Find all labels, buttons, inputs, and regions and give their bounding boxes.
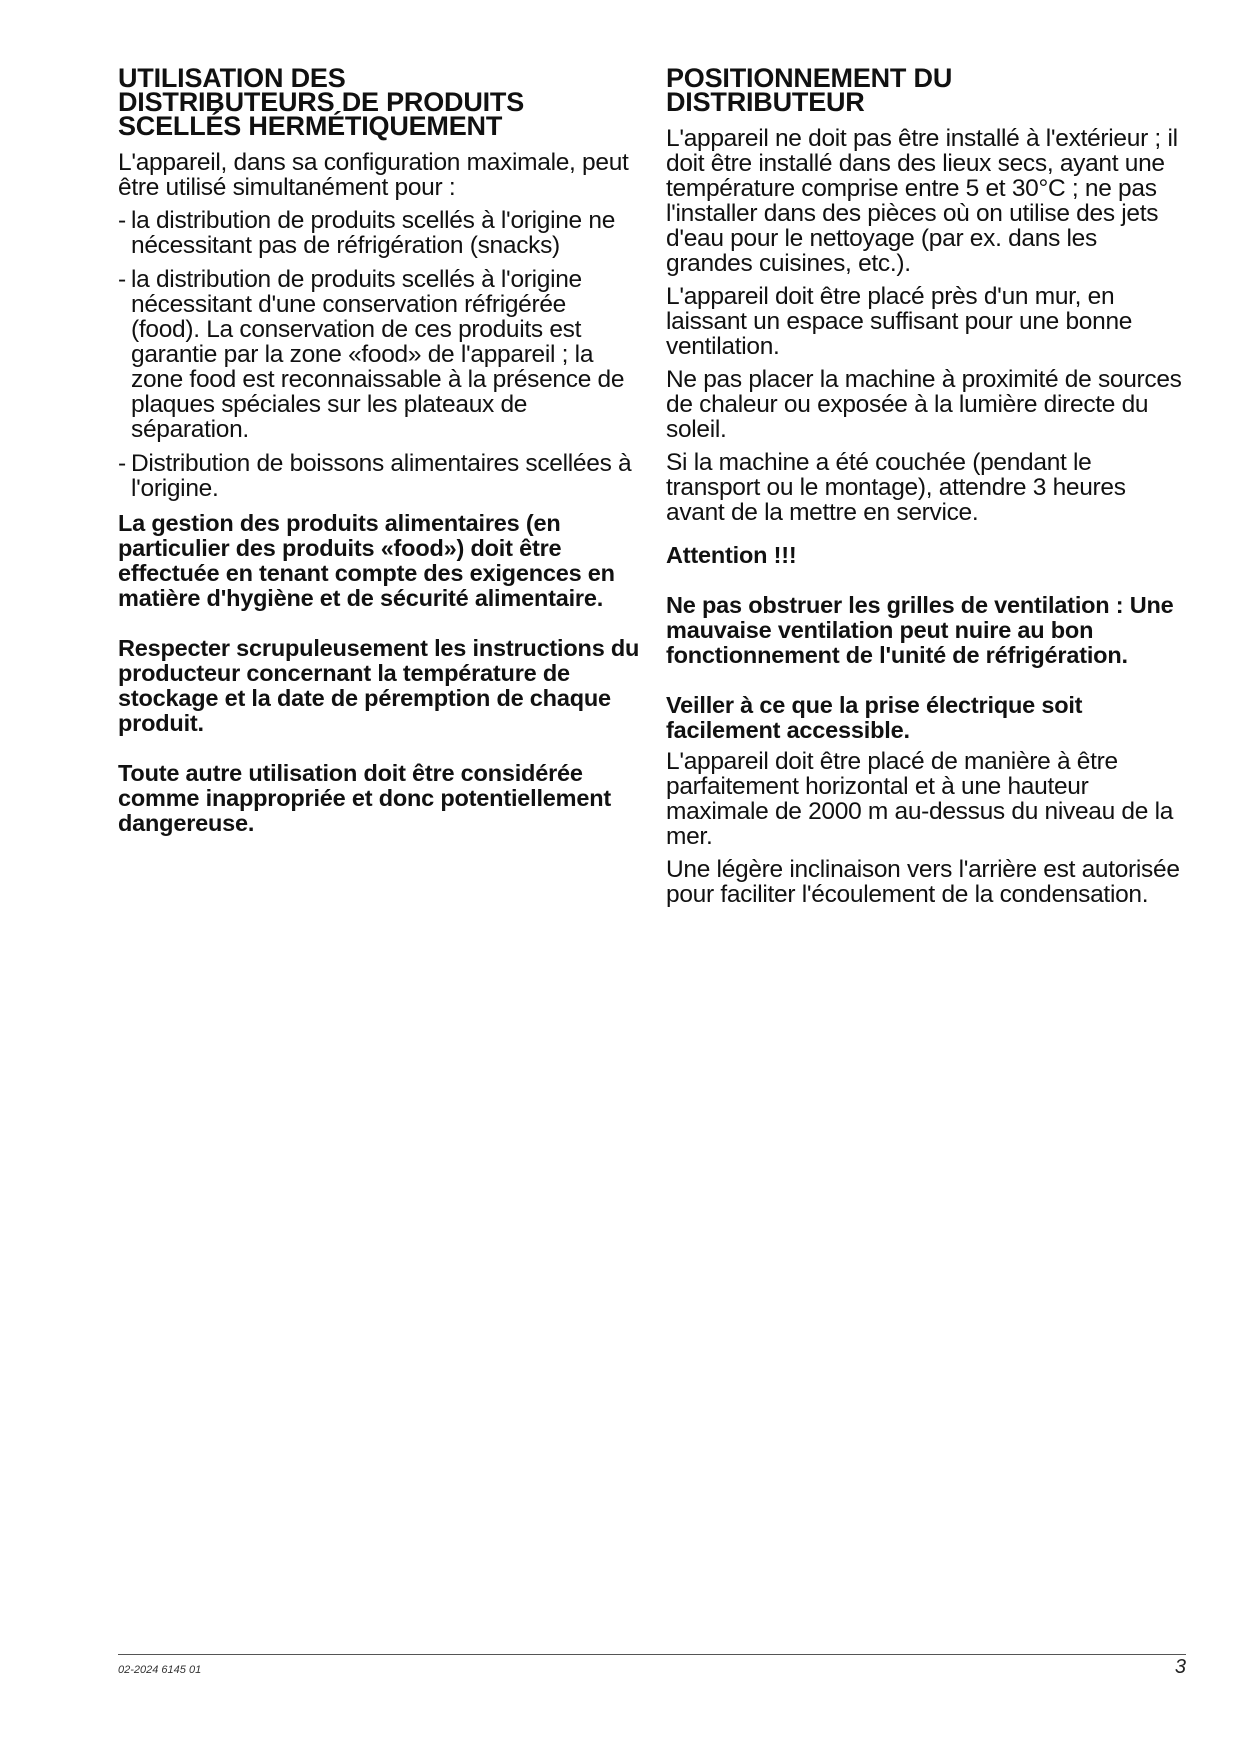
right-column [666, 63, 1186, 915]
body-paragraph: Une légère inclinaison vers l'arrière est autorisée pour faciliter l'écoulement de la condensation. [666, 856, 1180, 908]
document-code: 02-2024 6145 01 [118, 1664, 202, 1676]
storage-notice: Respecter scrupuleusement les instructions du producteur concernant la température de stockage et la date de péremption de chaque produit. [118, 635, 640, 736]
body-paragraph: Ne pas placer la machine à proximité de sources de chaleur ou exposée à la lumière directe du soleil. [666, 366, 1182, 443]
left-column [118, 63, 640, 861]
list-item [118, 451, 640, 501]
title-line: SCELLÉS HERMÉTIQUEMENT [118, 111, 503, 141]
bullet-dash: - [118, 266, 126, 293]
body-paragraph: L'appareil doit être placé de manière à être parfaitement horizontal et à une hauteur maximale de 2000 m au-dessus du niveau de la mer. [666, 748, 1174, 850]
body-paragraph: L'appareil ne doit pas être installé à l'extérieur ; il doit être installé dans des lieux secs, ayant une température comprise entre 5 et 30°C ; ne pas l'installer dans des pièces où on utilise des jets d'eau pour le nettoyage (par ex. dans les grandes cuisines, etc.). [666, 125, 1178, 277]
page-number: 3 [1174, 1656, 1186, 1678]
bullet-dash: - [118, 207, 126, 234]
body-paragraph: L'appareil doit être placé près d'un mur, en laissant un espace suffisant pour une bonne ventilation. [666, 283, 1133, 360]
body-paragraph: Si la machine a été couchée (pendant le transport ou le montage), attendre 3 heures avant de la mettre en service. [666, 449, 1126, 526]
title-line: POSITIONNEMENT DU [666, 63, 953, 93]
usage-list [118, 208, 640, 501]
title-line: DISTRIBUTEUR [666, 87, 865, 117]
section-title-positionnement [666, 63, 1186, 117]
footer-divider [118, 1654, 1186, 1655]
list-item [118, 208, 640, 258]
list-item-text: Distribution de boissons alimentaires scellées à l'origine. [131, 450, 632, 502]
title-line: UTILISATION DES [118, 63, 346, 93]
title-line: DISTRIBUTEURS DE PRODUITS [118, 87, 525, 117]
intro-paragraph: L'appareil, dans sa configuration maximale, peut être utilisé simultanément pour : [118, 149, 629, 201]
section-title-utilisation [118, 63, 640, 141]
ventilation-warning: Ne pas obstruer les grilles de ventilation : Une mauvaise ventilation peut nuire au bon fonctionnement de l'unité de réfrigération. [666, 592, 1174, 668]
socket-warning: Veiller à ce que la prise électrique soit facilement accessible. [666, 692, 1083, 743]
hygiene-notice: La gestion des produits alimentaires (en particulier des produits «food») doit être effectuée en tenant compte des exigences en matière d'hygiène et de sécurité alimentaire. [118, 510, 615, 611]
attention-heading: Attention !!! [666, 542, 797, 568]
list-item-text: la distribution de produits scellés à l'origine nécessitant d'une conservation réfrigérée (food). La conservation de ces produits est garantie par la zone «food» de l'appareil ; la zone food est reconnaissable à la présence de plaques spéciales sur les plateaux de séparation. [131, 266, 625, 443]
list-item [118, 267, 640, 442]
misuse-warning: Toute autre utilisation doit être considérée comme inappropriée et donc potentiellement dangereuse. [118, 760, 612, 836]
list-item-text: la distribution de produits scellés à l'origine ne nécessitant pas de réfrigération (snacks) [131, 207, 616, 259]
bullet-dash: - [118, 450, 126, 477]
